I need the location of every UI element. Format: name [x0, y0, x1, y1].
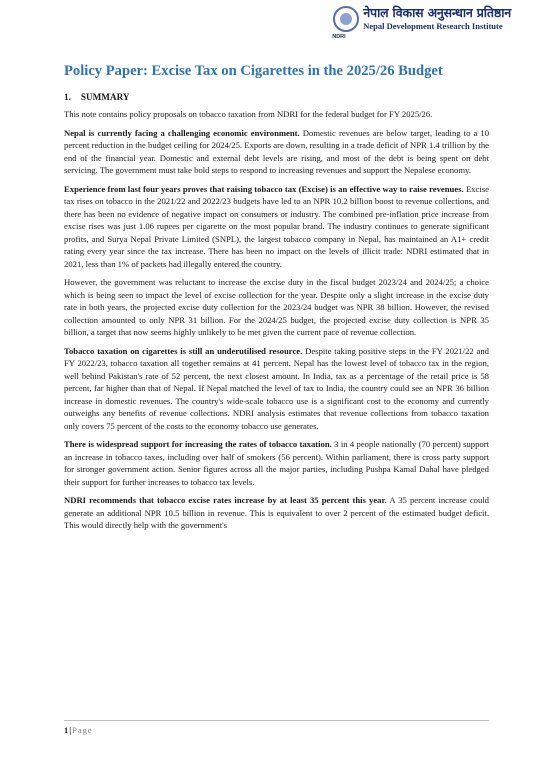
paragraph [64, 345, 489, 433]
paragraph-lead: NDRI recommends that tobacco excise rates increase by at least 35 percent this year. [64, 495, 387, 505]
paragraph [64, 438, 489, 488]
paragraph [64, 494, 489, 532]
paragraph-text: 3 in 4 people nationally (70 percent) support an increase in tobacco taxes, including over half of smokers (56 percent). Within parliament, there is cross party support for stronger government action. Senior figures across all the major parties, including Pushpa Kamal Dahal have pledged their support for further increases to tobacco tax levels. [64, 439, 489, 487]
logo-caption: NDRI [332, 34, 346, 40]
paragraph-lead: Tobacco taxation on cigarettes is still an underutilised resource. [64, 345, 303, 356]
paragraph-lead: There is widespread support for increasing the rates of tobacco taxation. [64, 439, 332, 449]
paragraph-text: However, the government was reluctant to increase the excise duty in the fiscal budget 2023/24 and 2024/25; a choice which is being seen to impact the level of excise collection for the year. Despite only a slight increase in the excise duty rate in both years, the projected excise duty collection for the 2023/24 budget was NPR 38 billion. However, the revised collection amounted to only NPR 31 billion. For the 2024/25 budget, the projected excise duty collection is NPR 35 billion, a target that now seems highly unlikely to be met given the current pace of revenue collection. [64, 277, 489, 337]
ndri-logo-icon [333, 6, 359, 32]
section-heading [64, 91, 489, 103]
document-title: Policy Paper: Excise Tax on Cigarettes in the 2025/26 Budget [64, 63, 443, 79]
paragraph [64, 183, 489, 271]
paragraph-text: Despite taking positive steps in the FY 2021/22 and FY 2022/23, tobacco taxation all together remains at 41 percent. Nepal has the lowest level of tobacco tax in the region, well behind Pakistan's rate of 52 percent, the next closest amount. In India, tax as a percentage of the retail price is 58 percent, far higher than that of Nepal. If Nepal matched the level of tax to India, the country could see an NPR 36 billion increase in domestic revenues. The country's wide-scale tobacco use is a significant cost to the economy and currently outweighs any benefits of revenue collections. NDRI analysis estimates that revenue collections from tobacco taxation only covers 75 percent of the costs to the economy tobacco use generates. [64, 345, 489, 431]
paragraph-lead: Nepal is currently facing a challenging economic environment. [64, 127, 300, 138]
paragraph-text: A 35 percent increase could generate an additional NPR 10.5 billion in revenue. This is equivalent to over 2 percent of the estimated budget deficit. This would directly help with the government's [64, 495, 489, 530]
paragraph [64, 276, 489, 339]
paragraph-lead: Experience from last four years proves that raising tobacco tax (Excise) is an effective way to raise revenues. [64, 183, 464, 194]
org-name-nepali: नेपाल विकास अनुसन्धान प्रतिष्ठान [363, 5, 511, 20]
footer-divider [64, 720, 489, 721]
paragraph-text: Excise tax rises on tobacco in the 2021/22 and 2022/23 budgets have led to an NPR 10.2 billion boost to revenue collections, and there has been no evidence of negative impact on consumers or industry. The combined pre-inflation price increase from excise rises was just 1.06 rupees per cigarette on the most popular brand. The industry continues to generate significant profits, and Surya Nepal Private Limited (SNPL), the largest tobacco company in Nepal, has maintained an A1+ credit rating every year since the tax increase. There has been no impact on the levels of illicit trade: NDRI estimated that in 2021, less than 1% of packets had illegally entered the country. [64, 183, 489, 269]
page-number: 1 [64, 725, 69, 735]
paragraph [64, 108, 489, 121]
page-label: Page [72, 725, 93, 735]
section-number: 1. [64, 92, 71, 102]
paragraph [64, 127, 489, 177]
document-body [64, 91, 489, 538]
paragraph-text: This note contains policy proposals on tobacco taxation from NDRI for the federal budget for FY 2025/26. [64, 109, 433, 119]
org-name-english: Nepal Development Research Institute [363, 21, 503, 31]
header [332, 5, 511, 40]
footer-separator: | [69, 725, 72, 735]
section-heading-text: SUMMARY [80, 92, 130, 102]
paragraph-text: Domestic revenues are below target, leading to a 10 percent reduction in the budget ceiling for 2024/25. Exports are down, resulting in a trade deficit of NPR 1.4 trillion by the end of the financial year. Domestic and external debt levels are rising, and most of the debt is being spent on debt servicing. The government must take bold steps to respond to increasing revenues and support the Nepalese economy. [64, 127, 490, 175]
org-name-block [363, 5, 511, 32]
page-footer [64, 725, 93, 735]
